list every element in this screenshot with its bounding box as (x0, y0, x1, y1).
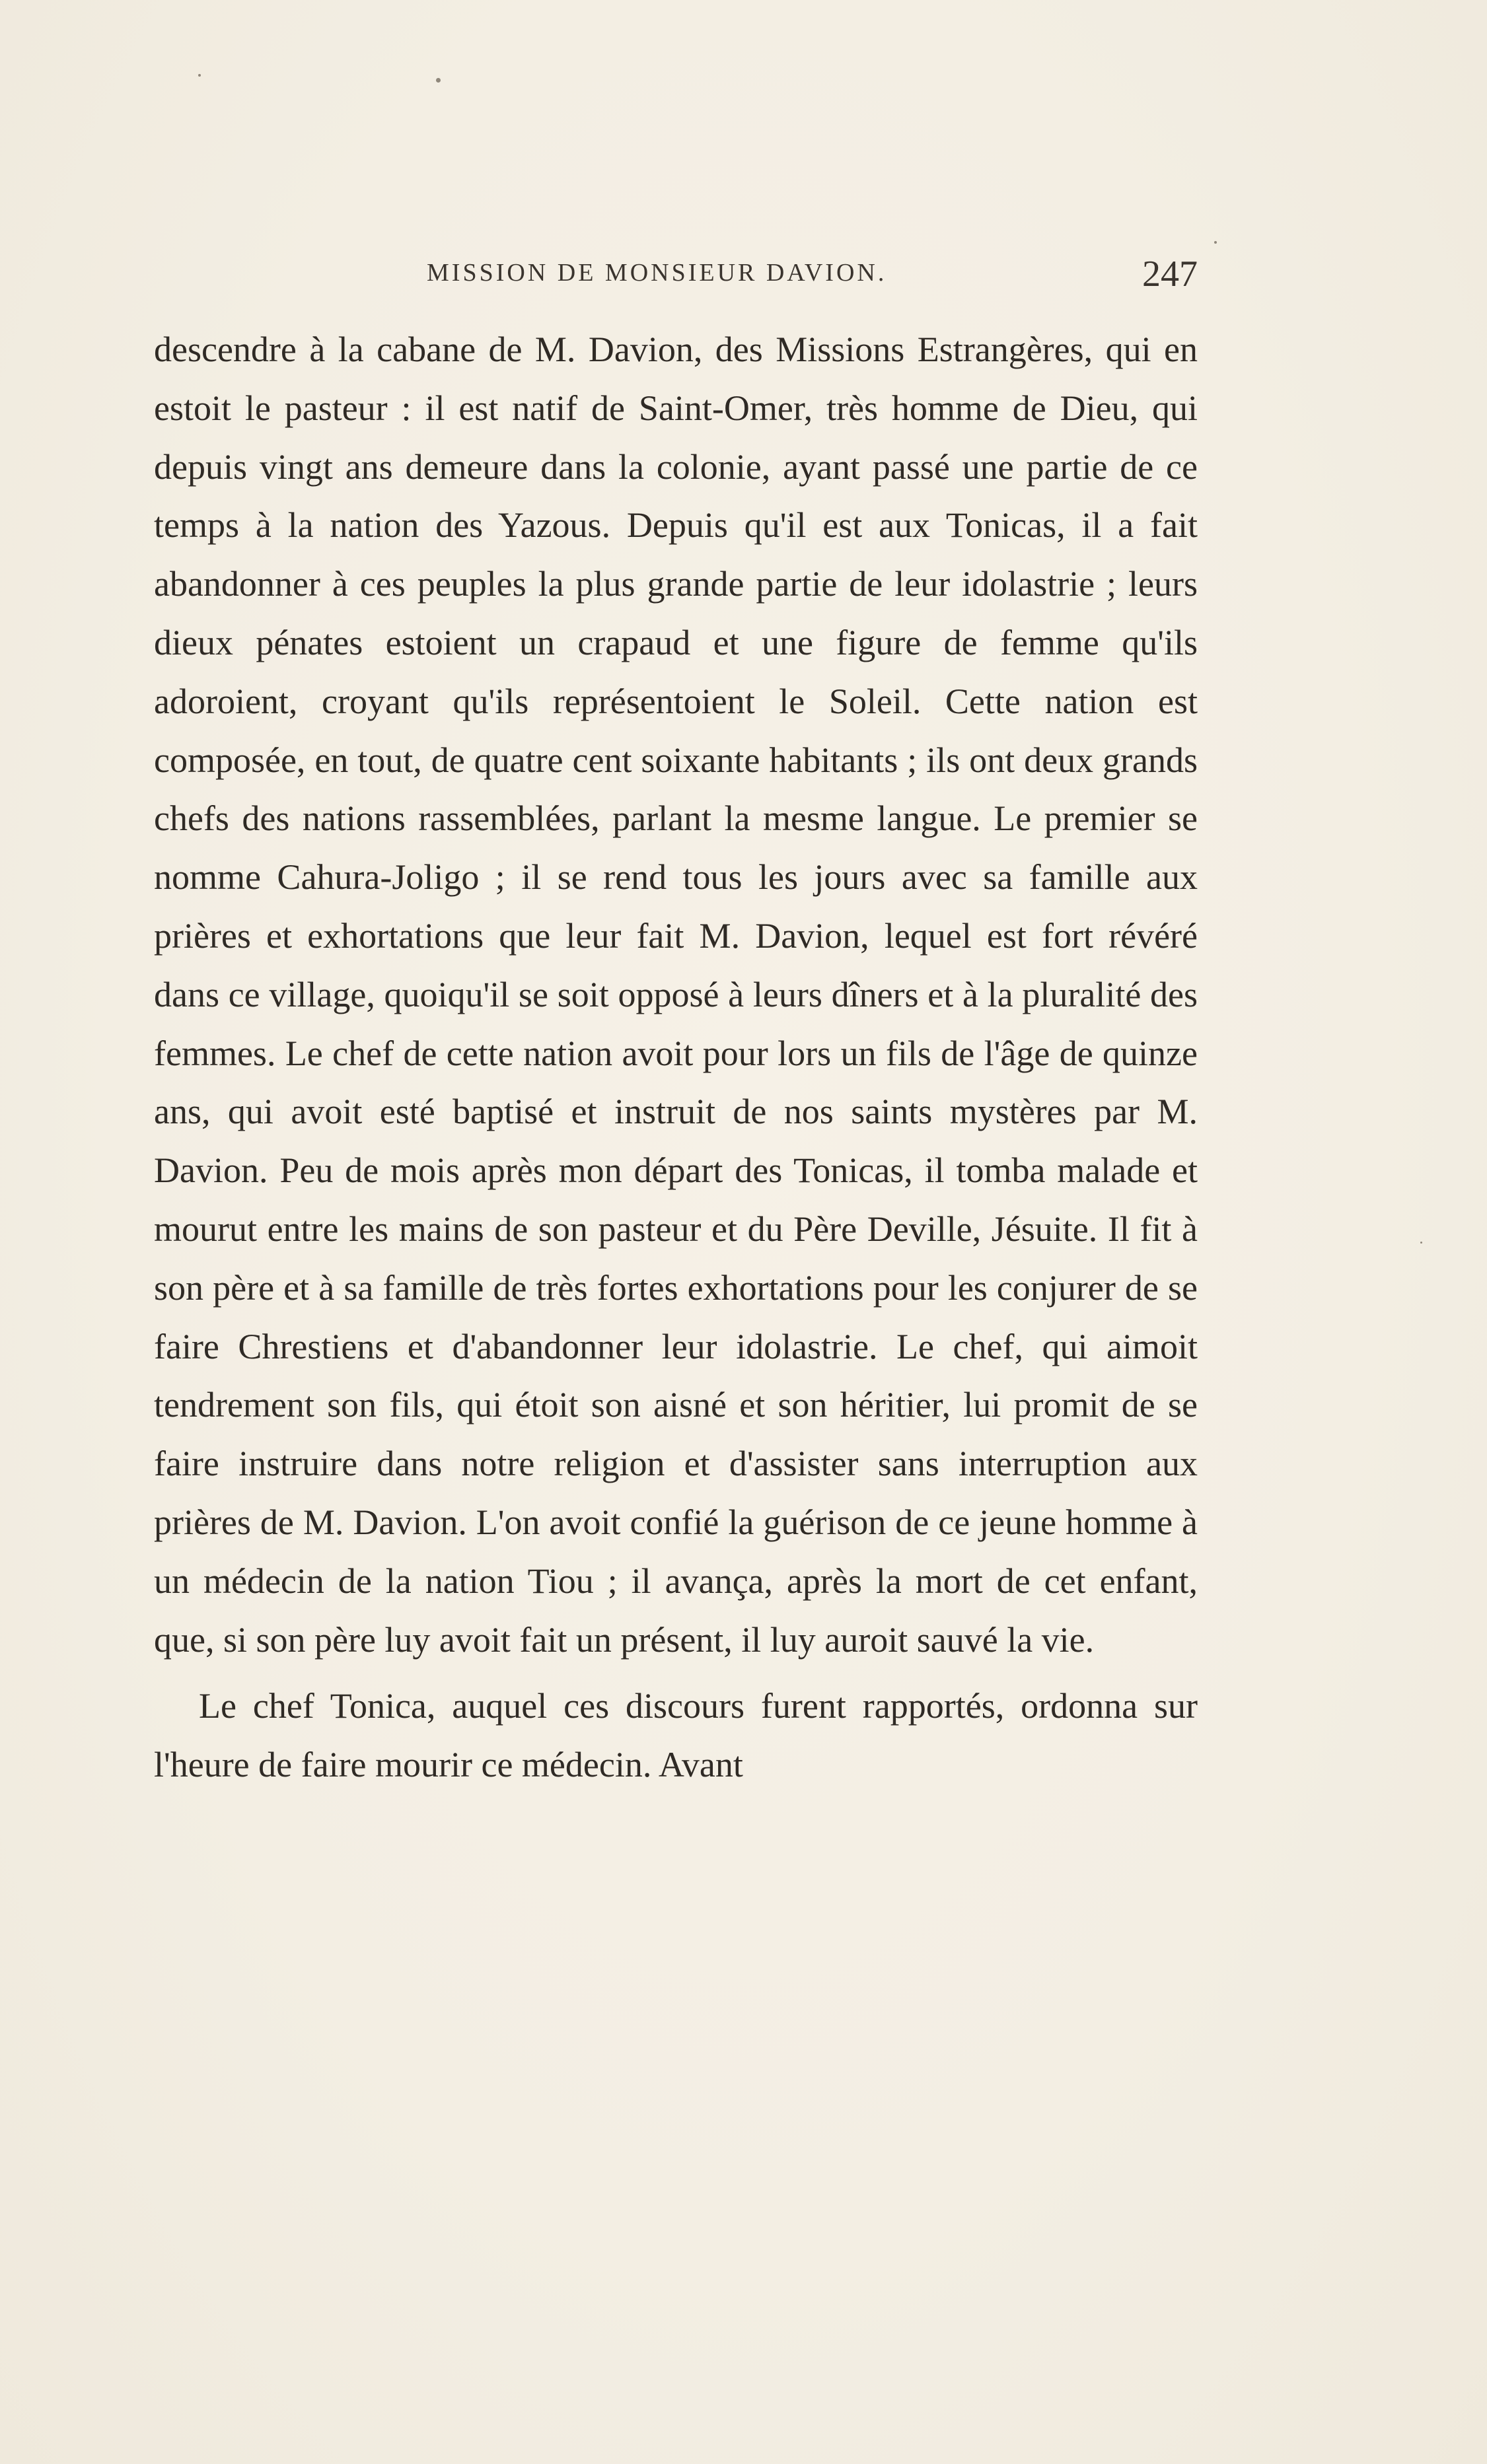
print-speck (1214, 241, 1217, 244)
body-text (154, 320, 1198, 1794)
print-speck (1420, 1242, 1422, 1244)
paragraph: Le chef Tonica, auquel ces discours furent rapportés, ordonna sur l'heure de faire mourir ce médecin. Avant (154, 1686, 1198, 1785)
running-title: MISSION DE MONSIEUR DAVION. (427, 259, 887, 287)
paragraph: descendre à la cabane de M. Davion, des Missions Estrangères, qui en estoit le pasteur : il est natif de Saint-Omer, très homme de Dieu, qui depuis vingt ans demeure dans la colonie, ayant passé une partie de ce temps à la nation des Yazous. Depuis qu'il est aux Tonicas, il a fait abandonner à ces peuples la plus grande partie de leur idolastrie ; leurs dieux pénates estoient un crapaud et une figure de femme qu'ils adoroient, croyant qu'ils représentoient le Soleil. Cette nation est composée, en tout, de quatre cent soixante habitants ; ils ont deux grands chefs des nations rassemblées, parlant la mesme langue. Le premier se nomme Cahura-Joligo ; il se rend tous les jours avec sa famille aux prières et exhortations que leur fait M. Davion, lequel est fort révéré dans ce village, quoiqu'il se soit opposé à leurs dîners et à la pluralité des femmes. Le chef de cette nation avoit pour lors un fils de l'âge de quinze ans, qui avoit esté baptisé et instruit de nos saints mystères par M. Davion. Peu de mois après mon départ des Tonicas, il tomba malade et mourut entre les mains de son pasteur et du Père Deville, Jésuite. Il fit à son père et à sa famille de très fortes exhortations pour les conjurer de se faire Chrestiens et d'abandonner leur idolastrie. Le chef, qui aimoit tendrement son fils, qui étoit son aisné et son héritier, lui promit de se faire instruire dans notre religion et d'assister sans interruption aux prières de M. Davion. L'on avoit confié la guérison de ce jeune homme à un médecin de la nation Tiou ; il avança, après la mort de cet enfant, que, si son père luy avoit fait un présent, il luy auroit sauvé la vie. (154, 330, 1198, 1660)
print-speck (436, 78, 441, 83)
running-head (154, 254, 1198, 300)
page-number: 247 (1142, 254, 1198, 295)
print-speck (198, 74, 201, 77)
